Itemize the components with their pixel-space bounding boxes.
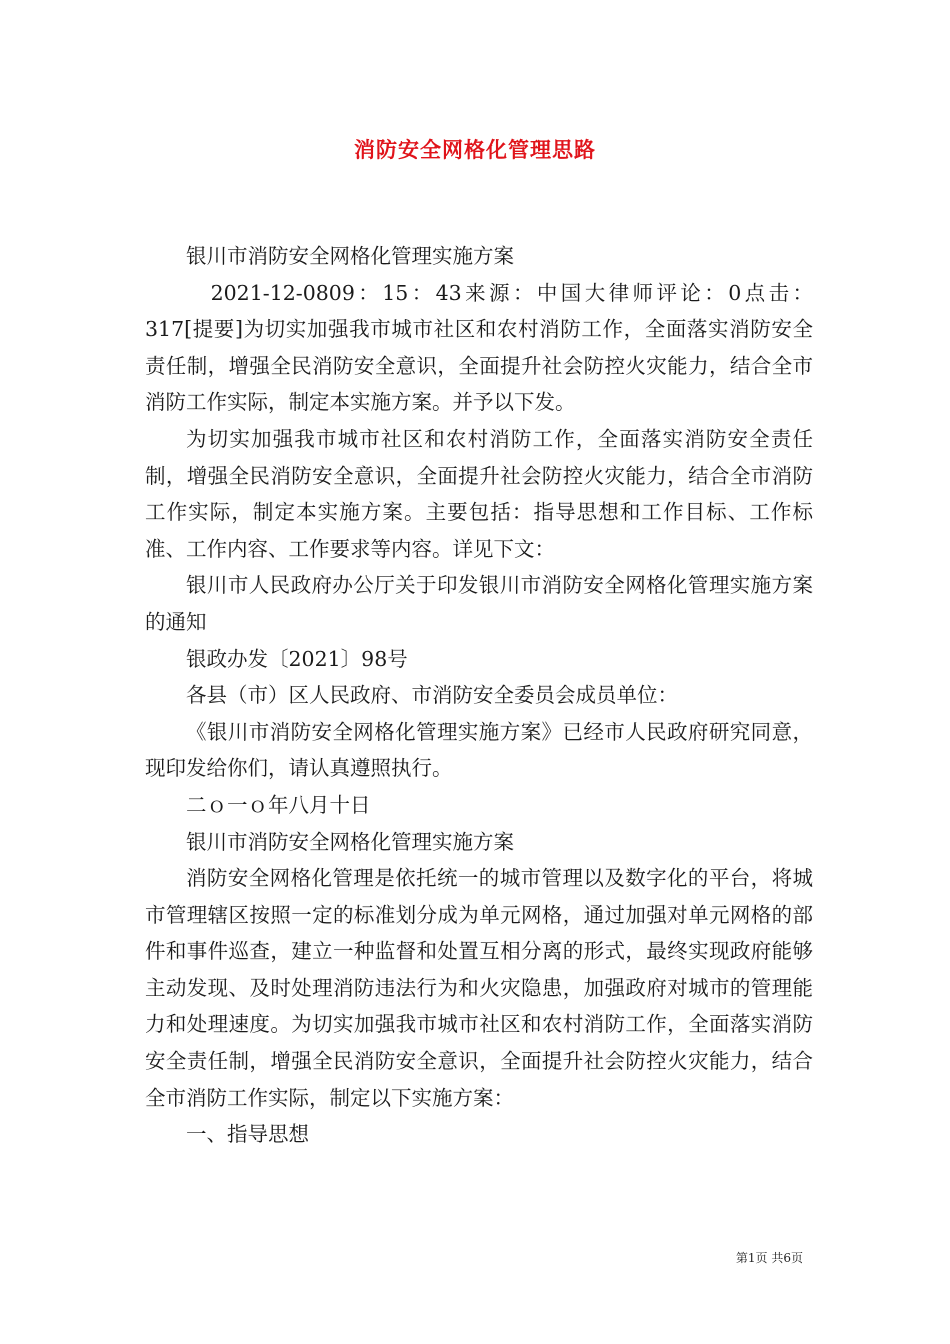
paragraph-plan-body: 消防安全网格化管理是依托统一的城市管理以及数字化的平台，将城市管理辖区按照一定的标准划分成为单元网格，通过加强对单元网格的部件和事件巡查，建立一种监督和处置互相分离的形式，最终实现政府能够主动发现、及时处理消防违法行为和火灾隐患，加强政府对城市的管理能力和处理速度。为切实加强我市城市社区和农村消防工作，全面落实消防安全责任制，增强全民消防安全意识，全面提升社会防控火灾能力，结合全市消防工作实际，制定以下实施方案： [145,866,813,1110]
document-body [145,238,813,1153]
paragraph-recipients: 各县（市）区人民政府、市消防安全委员会成员单位： [186,683,678,708]
footer-prefix: 第 [735,1251,748,1265]
paragraph-meta-summary: 2021-12-0809：15：43来源：中国大律师评论：0点击：317[提要]为切实加强我市城市社区和农村消防工作，全面落实消防安全责任制，增强全民消防安全意识，全面提升社会防控火灾能力，结合全市消防工作实际，制定本实施方案。并予以下发。 [145,280,813,415]
page-number-footer [736,1249,803,1266]
paragraph-approval: 《银川市消防安全网格化管理实施方案》已经市人民政府研究同意，现印发给你们，请认真遵照执行。 [145,719,813,781]
paragraph-heading: 银川市消防安全网格化管理实施方案 [186,244,514,268]
footer-suffix: 页 [790,1251,803,1265]
footer-current-page: 1 [747,1251,756,1265]
paragraph-section-heading: 一、指导思想 [186,1122,309,1147]
footer-total-pages: 6 [783,1251,791,1265]
paragraph-plan-title: 银川市消防安全网格化管理实施方案 [186,829,514,854]
page-title: 消防安全网格化管理思路 [354,138,596,162]
paragraph-notice-title: 银川市人民政府办公厅关于印发银川市消防安全网格化管理实施方案的通知 [145,573,813,634]
paragraph-date: 二ｏ一ｏ年八月十日 [186,792,371,817]
paragraph-document-number: 银政办发〔2021〕98号 [186,646,408,671]
paragraph-intro: 为切实加强我市城市社区和农村消防工作，全面落实消防安全责任制，增强全民消防安全意识，全面提升社会防控火灾能力，结合全市消防工作实际，制定本实施方案。主要包括：指导思想和工作目标、工作标准、工作内容、工作要求等内容。详见下文： [145,426,813,561]
footer-middle: 页 共 [755,1251,784,1265]
